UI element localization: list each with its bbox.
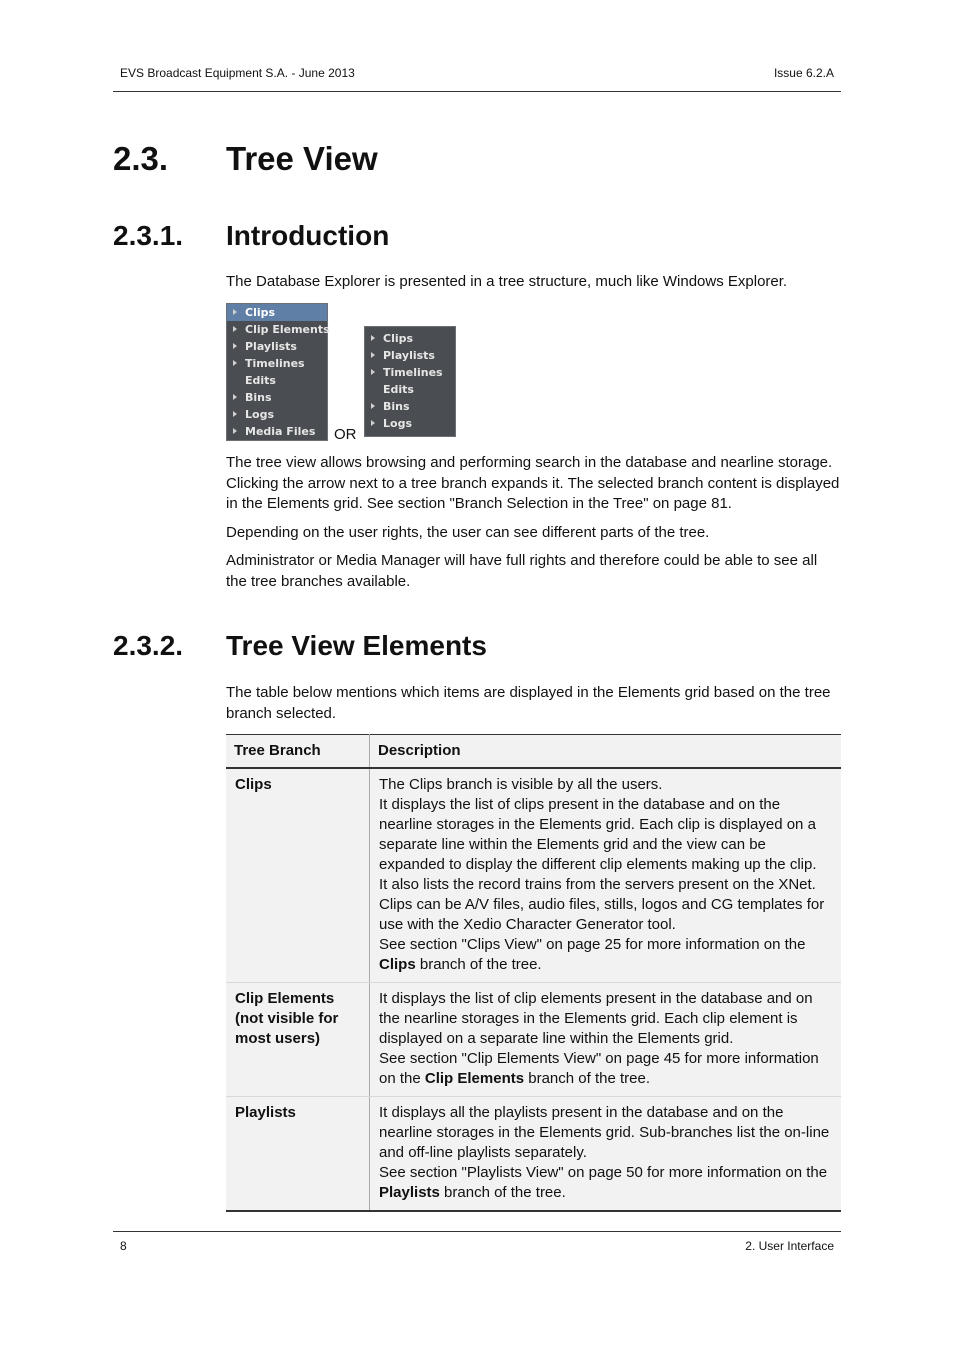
table-row — [226, 1097, 841, 1212]
tree-item-label: Logs — [245, 408, 274, 421]
branch-cell: Clip Elements (not visible for most users) — [226, 983, 370, 1097]
tree-item-label: Logs — [383, 417, 412, 430]
intro-paragraph-2: The tree view allows browsing and performing search in the database and nearline storage. Clicking the arrow next to a tree branch expands it. The selected branch content is displayed in the Elements grid. See section "Branch Selection in the Tree" on page 81. — [226, 454, 840, 512]
tree-item-label: Edits — [245, 374, 276, 387]
page-footer — [113, 1231, 841, 1254]
tree-item-label: Bins — [383, 400, 410, 413]
section-number: 2.3. — [113, 140, 169, 177]
page-header — [113, 66, 841, 92]
description-cell — [370, 983, 842, 1097]
intro-paragraph-1: The Database Explorer is presented in a tree structure, much like Windows Explorer. — [226, 273, 788, 290]
tree-item-label: Clips — [383, 332, 414, 345]
tree-item[interactable] — [365, 364, 455, 381]
reference-branch-name: Clips — [379, 956, 416, 973]
tree-item[interactable] — [365, 330, 455, 347]
tree-item[interactable] — [365, 398, 455, 415]
elements-heading — [113, 630, 487, 662]
intro-title: Introduction — [226, 220, 390, 251]
table-row — [226, 983, 841, 1097]
section-heading — [113, 140, 378, 178]
reference-suffix: branch of the tree. — [415, 956, 542, 973]
expand-arrow-icon[interactable] — [371, 403, 375, 409]
expand-arrow-icon[interactable] — [233, 309, 237, 315]
expand-arrow-icon[interactable] — [233, 394, 237, 400]
intro-paragraph-3: Depending on the user rights, the user can see different parts of the tree. — [226, 524, 710, 541]
footer-chapter: 2. User Interface — [745, 1239, 834, 1253]
expand-arrow-icon[interactable] — [233, 411, 237, 417]
expand-arrow-icon[interactable] — [233, 428, 237, 434]
branch-cell: Playlists — [226, 1097, 370, 1212]
column-header-description: Description — [370, 735, 842, 769]
tree-item[interactable] — [365, 381, 455, 398]
tree-item-label: Clip Elements — [245, 323, 330, 336]
section-reference — [379, 1049, 832, 1089]
tree-item[interactable] — [227, 321, 330, 338]
tree-item[interactable] — [365, 347, 455, 364]
expand-arrow-icon[interactable] — [233, 343, 237, 349]
expand-arrow-icon[interactable] — [371, 352, 375, 358]
section-reference — [379, 1163, 832, 1203]
intro-paragraph-4: Administrator or Media Manager will have full rights and therefore could be able to see all the tree branches available. — [226, 552, 818, 590]
header-issue: Issue 6.2.A — [773, 66, 834, 80]
column-header-branch: Tree Branch — [226, 735, 370, 769]
tree-item-label: Media Files — [245, 425, 316, 438]
description-line: The Clips branch is visible by all the users. — [379, 776, 663, 793]
elements-number: 2.3.2. — [113, 630, 184, 661]
expand-arrow-icon[interactable] — [371, 420, 375, 426]
tree-item[interactable] — [227, 406, 327, 423]
elements-title: Tree View Elements — [226, 630, 487, 661]
tree-item[interactable] — [227, 372, 327, 389]
description-line: Clips can be A/V files, audio files, stills, logos and CG templates for use with the Xedio Character Generator tool. — [379, 896, 825, 933]
tree-item-label: Timelines — [383, 366, 443, 379]
tree-screenshot-full — [226, 303, 328, 441]
expand-arrow-icon[interactable] — [233, 360, 237, 366]
reference-text: See section "Clip Elements View" on page 45 for more information on the — [379, 1050, 819, 1087]
tree-item[interactable] — [227, 423, 327, 440]
section-reference — [379, 935, 832, 975]
description-cell — [370, 1097, 842, 1212]
description-cell — [370, 768, 842, 983]
reference-suffix: branch of the tree. — [524, 1070, 650, 1087]
tree-item-label: Playlists — [383, 349, 435, 362]
reference-text: See section "Playlists View" on page 50 for more information on the — [379, 1164, 828, 1181]
tree-item-label: Timelines — [245, 357, 305, 370]
branch-cell: Clips — [226, 768, 370, 983]
expand-arrow-icon[interactable] — [371, 335, 375, 341]
tree-screenshot-limited — [364, 326, 456, 437]
expand-arrow-icon[interactable] — [233, 326, 237, 332]
tree-item-label: Playlists — [245, 340, 297, 353]
intro-heading — [113, 220, 389, 252]
tree-item[interactable] — [227, 389, 327, 406]
reference-branch-name: Playlists — [379, 1184, 440, 1201]
reference-suffix: branch of the tree. — [439, 1184, 566, 1201]
tree-item-label: Clips — [245, 306, 276, 319]
expand-arrow-icon[interactable] — [371, 369, 375, 375]
reference-branch-name: Clip Elements — [424, 1070, 525, 1087]
description-line: It displays the list of clips present in the database and on the nearline storages in the Elements grid. Each clip is displayed on a separate line within the Elements grid and the view can be expanded to display the different clip elements making up the clip. — [379, 796, 817, 873]
description-line: It also lists the record trains from the servers present on the XNet. — [379, 876, 816, 893]
intro-number: 2.3.1. — [113, 220, 184, 251]
tree-item[interactable] — [227, 338, 327, 355]
section-title: Tree View — [226, 140, 378, 177]
table-header-row — [226, 735, 841, 769]
description-line: It displays the list of clip elements present in the database and on the nearline storages in the Elements grid. Each clip element is displayed on a separate line within the Elements grid. — [379, 990, 813, 1047]
tree-item-label: Edits — [383, 383, 414, 396]
tree-item[interactable] — [227, 304, 327, 321]
tree-item-label: Bins — [245, 391, 272, 404]
or-label: OR — [334, 426, 357, 443]
tree-item[interactable] — [227, 355, 327, 372]
tree-branch-table — [226, 734, 841, 1212]
page-number: 8 — [120, 1239, 127, 1253]
description-line: It displays all the playlists present in the database and on the nearline storages in the Elements grid. Sub-branches list the on-line and off-line playlists separately. — [379, 1104, 830, 1161]
table-row — [226, 768, 841, 983]
reference-text: See section "Clips View" on page 25 for more information on the — [379, 936, 806, 953]
elements-paragraph: The table below mentions which items are displayed in the Elements grid based on the tree branch selected. — [226, 684, 831, 722]
header-left-text: EVS Broadcast Equipment S.A. - June 2013 — [120, 66, 355, 80]
tree-item[interactable] — [365, 415, 455, 432]
